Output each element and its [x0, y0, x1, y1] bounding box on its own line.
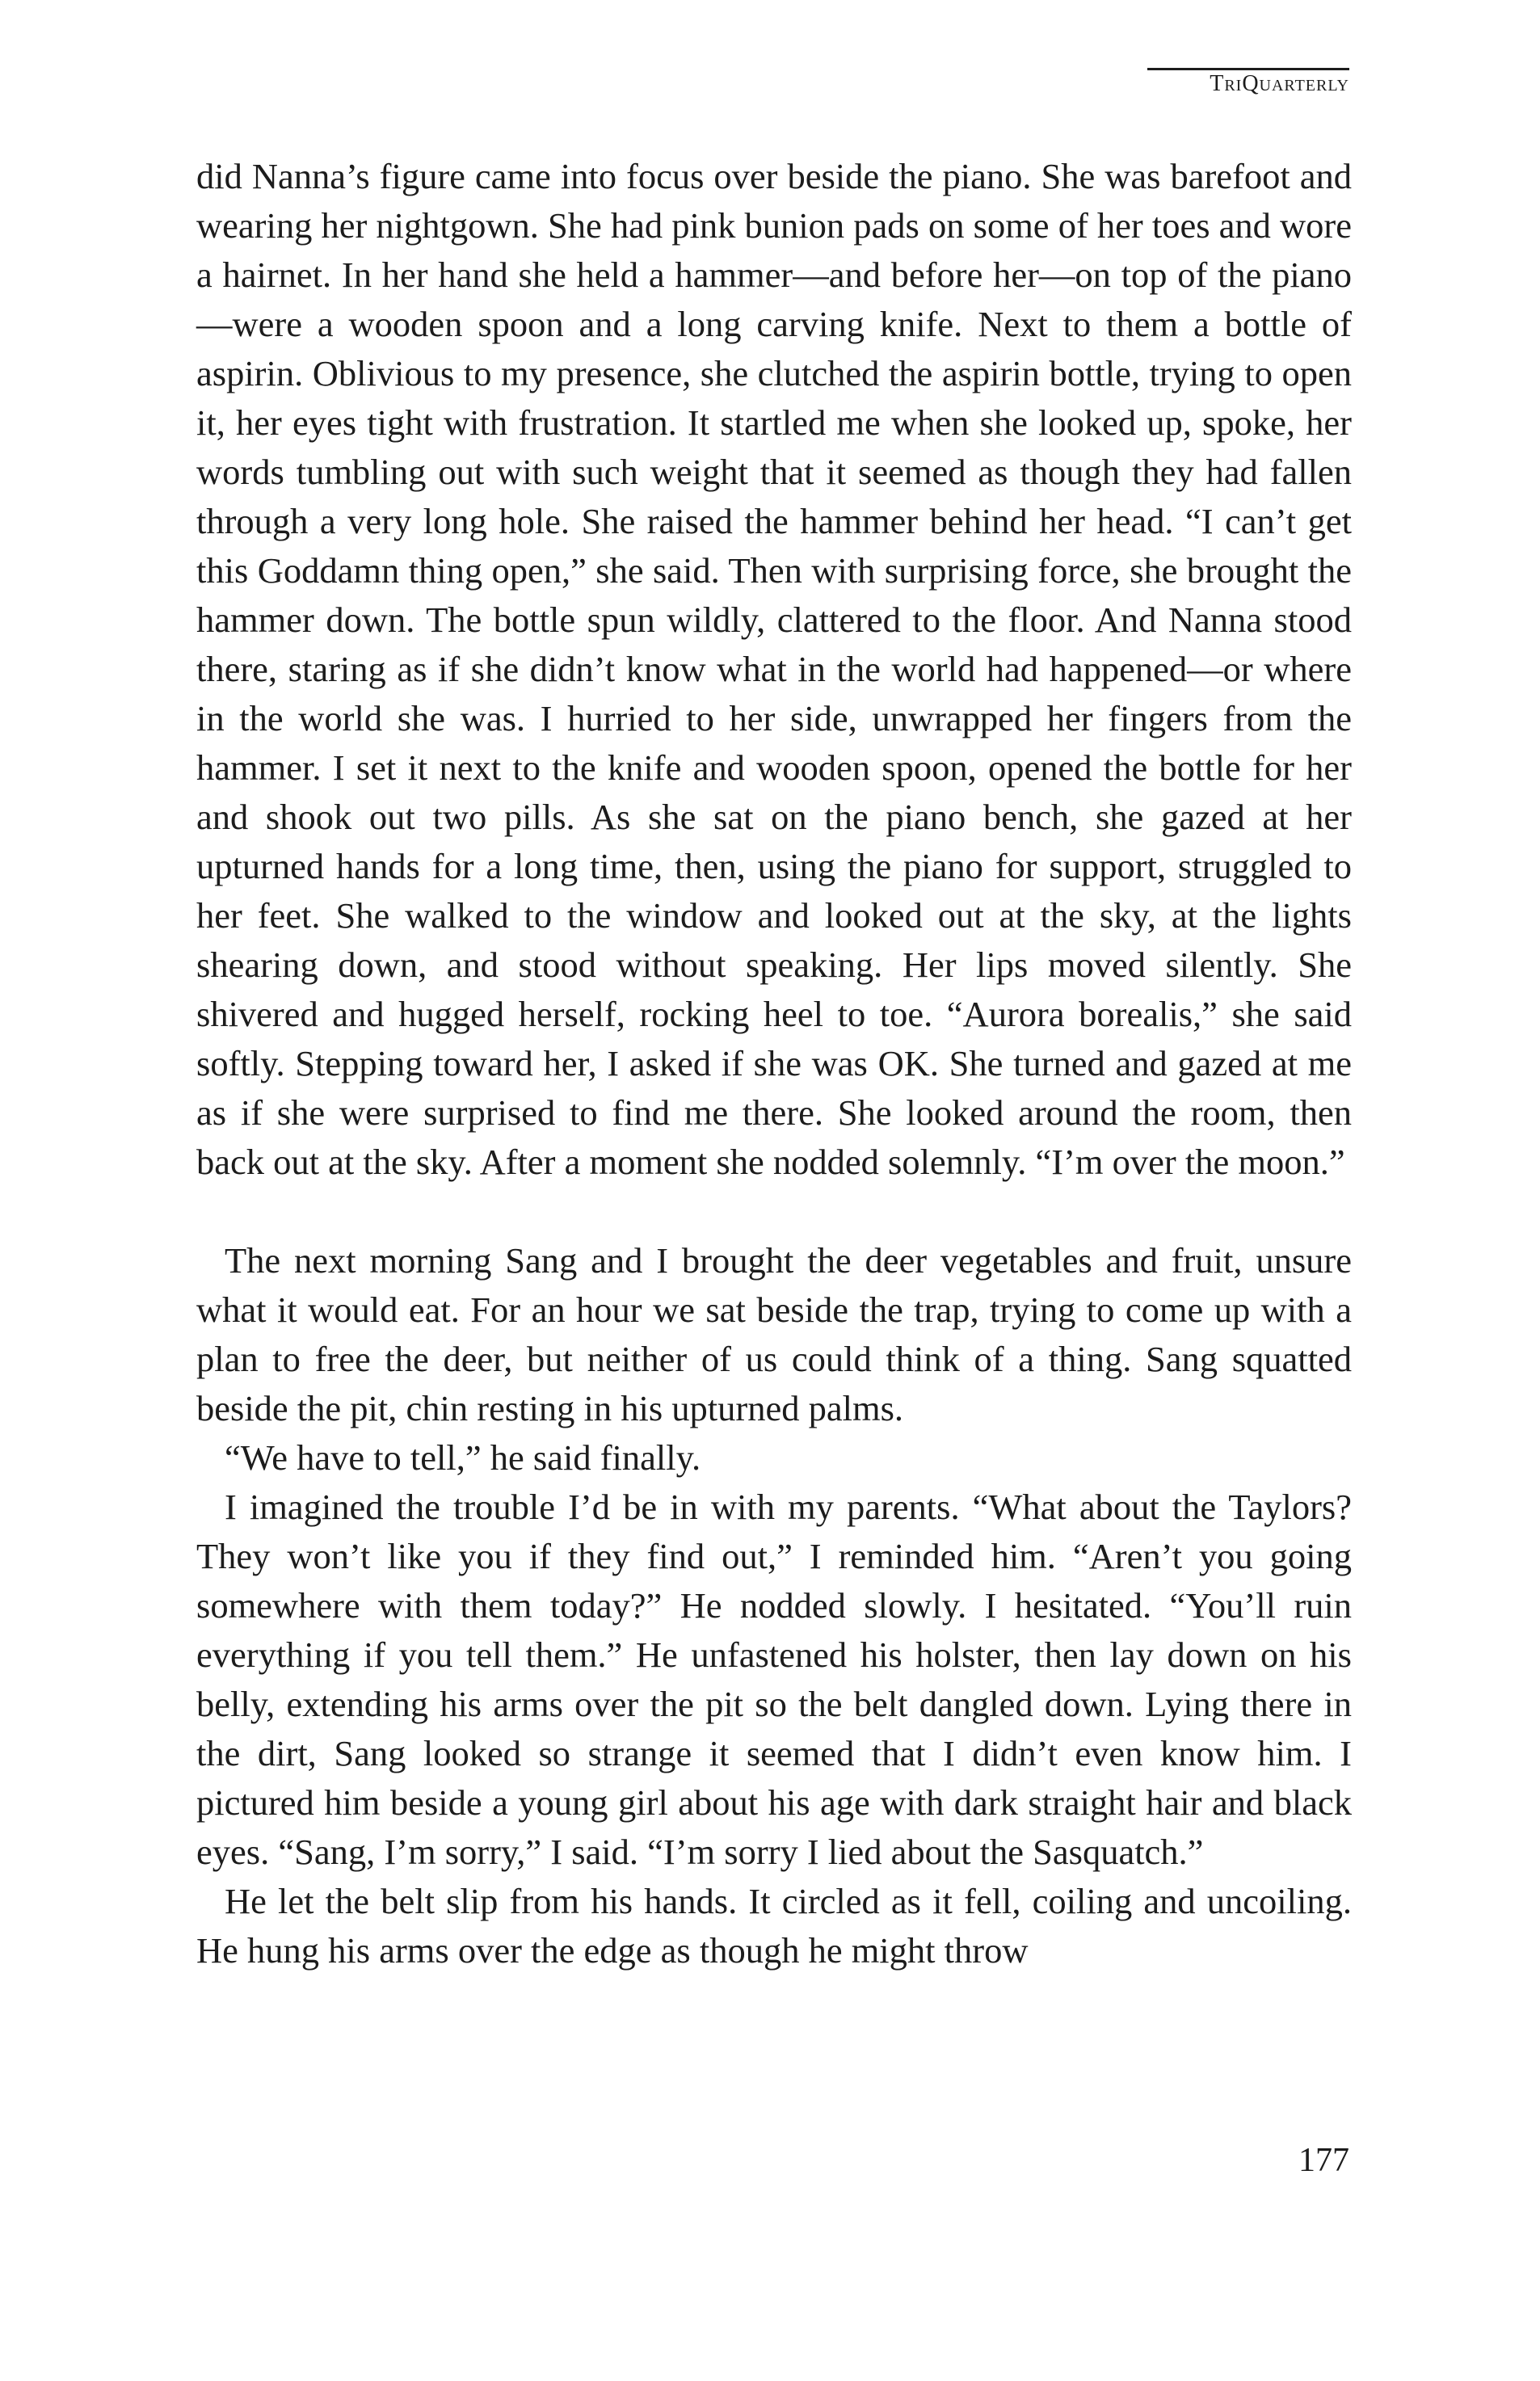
paragraph-1: did Nanna’s figure came into focus over beside the piano. She was barefoot and wearing her nightgown. She had pink bunion pads on some of her toes and wore a hairnet. In her hand she held a hammer—and before her—on top of the piano—were a wooden spoon and a long carving knife. Next to them a bottle of aspirin. Oblivious to my presence, she clutched the aspirin bottle, trying to open it, her eyes tight with frustration. It startled me when she looked up, spoke, her words tumbling out with such weight that it seemed as though they had fallen through a very long hole. She raised the hammer behind her head. “I can’t get this Goddamn thing open,” she said. Then with surprising force, she brought the hammer down. The bottle spun wildly, clattered to the floor. And Nanna stood there, staring as if she didn’t know what in the world had happened—or where in the world she was. I hurried to her side, unwrapped her fingers from the hammer. I set it next to the knife and wooden spoon, opened the bottle for her and shook out two pills. As she sat on the piano bench, she gazed at her upturned hands for a long time, then, using the piano for support, struggled to her feet. She walked to the window and looked out at the sky, at the lights shearing down, and stood without speaking. Her lips moved silently. She shivered and hugged herself, rocking heel to toe. “Aurora borealis,” she said softly. Stepping toward her, I asked if she was OK. She turned and gazed at me as if she were surprised to find me there. She looked around the room, then back out at the sky. After a moment she nodded solemnly. “I’m over the moon.”	[196, 156, 1352, 1182]
page-number: 177	[1298, 2142, 1349, 2179]
section-break	[196, 1187, 1352, 1236]
body-text	[196, 152, 1352, 1975]
paragraph-5: He let the belt slip from his hands. It circled as it fell, coiling and uncoiling. He hung his arms over the edge as though he might throw	[196, 1881, 1352, 1971]
paragraph-4: I imagined the trouble I’d be in with my parents. “What about the Taylors? They won’t like you if they find out,” I reminded him. “Aren’t you going somewhere with them today?” He nodded slowly. I hesitated. “You’ll ruin everything if you tell them.” He unfastened his holster, then lay down on his belly, extending his arms over the pit so the belt dangled down. Lying there in the dirt, Sang looked so strange it seemed that I didn’t even know him. I pictured him beside a young girl about his age with dark straight hair and black eyes. “Sang, I’m sorry,” I said. “I’m sorry I lied about the Sasquatch.”	[196, 1487, 1352, 1872]
header-rule	[1147, 68, 1349, 70]
paragraph-3: “We have to tell,” he said finally.	[225, 1437, 701, 1478]
paragraph-2: The next morning Sang and I brought the deer vegetables and fruit, unsure what it would eat. For an hour we sat beside the trap, trying to come up with a plan to free the deer, but neither of us could think of a thing. Sang squatted beside the pit, chin resting in his upturned palms.	[196, 1240, 1352, 1428]
running-head: TriQuarterly	[1210, 71, 1349, 96]
